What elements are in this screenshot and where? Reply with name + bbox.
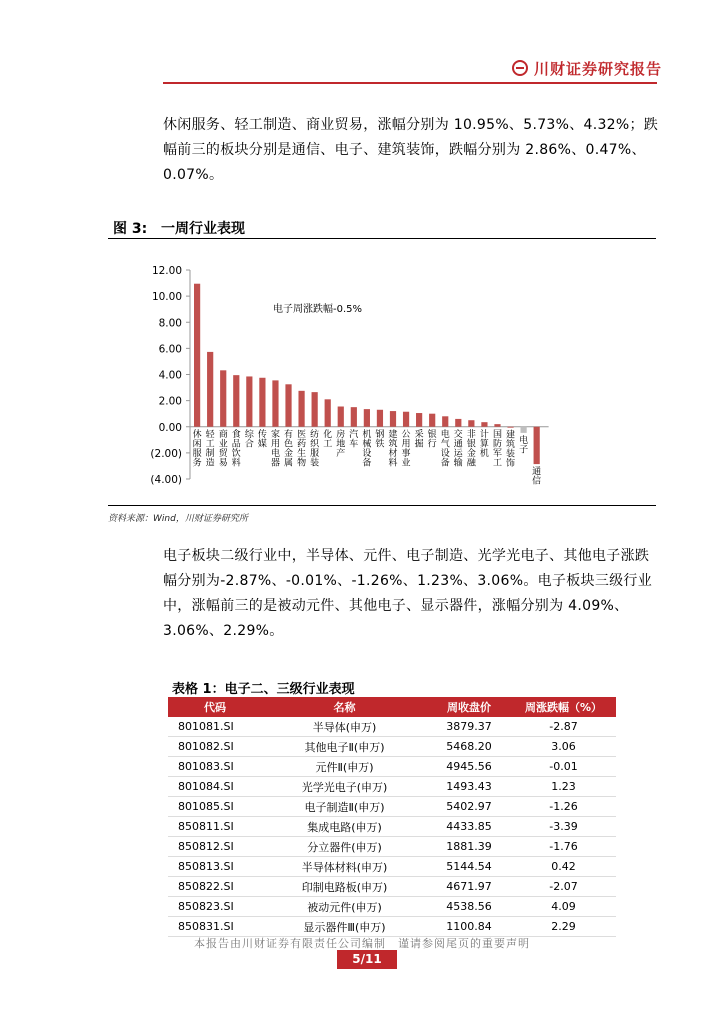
figure-title [113,218,245,238]
table-cell: 1881.39 [427,837,511,857]
table-cell: 801082.SI [168,737,262,757]
bar [246,376,252,426]
table-cell: 半导体(申万) [262,717,427,737]
y-tick-label: 10.00 [151,291,182,304]
x-category-label: 通信 [532,467,542,487]
figure-rule-bottom [108,505,656,506]
x-category-label: 公用事业 [401,429,411,469]
bar [194,284,200,427]
table-cell: 1493.43 [427,777,511,797]
table-cell: 801083.SI [168,757,262,777]
table-cell: -3.39 [511,817,616,837]
electronics-industry-table [168,697,616,937]
table-row [168,777,616,797]
bar [521,427,527,433]
bar [364,409,370,427]
table-cell: 5144.54 [427,857,511,877]
x-category-label: 国防军工 [492,429,502,469]
x-category-label: 食品饮料 [231,429,241,469]
x-category-label: 休闲服务 [192,429,202,469]
table-cell: -1.26 [511,797,616,817]
table-row [168,917,616,937]
table-cell: 电子制造Ⅱ(申万) [262,797,427,817]
table-row [168,857,616,877]
bar [259,378,265,427]
bar [298,391,304,427]
table-row [168,797,616,817]
bar [233,375,239,427]
table-header-row [168,697,616,717]
x-category-label: 商业贸易 [218,429,228,469]
x-category-label: 采掘 [414,429,424,450]
bar [220,370,226,426]
table-row [168,737,616,757]
bar [416,413,422,427]
industry-weekly-chart [108,240,656,502]
table-cell: -2.87 [511,717,616,737]
table-cell: 1100.84 [427,917,511,937]
y-tick-label: 0.00 [158,421,182,434]
bar [390,411,396,427]
bar [429,414,435,427]
table-cell: -0.01 [511,757,616,777]
x-category-label: 医药生物 [297,429,307,469]
table-header-cell: 周收盘价 [427,697,511,717]
table-cell: 801081.SI [168,717,262,737]
paragraph-2: 电子板块二级行业中，半导体、元件、电子制造、光学光电子、其他电子涨跌幅分别为-2.87%、-0.01%、-1.26%、1.23%、3.06%。电子板块三级行业中，涨幅前三的是被动元件、其他电子、显示器件，涨幅分别为 4.09%、3.06%、2.29%。 [163,548,653,639]
table-cell: 4538.56 [427,897,511,917]
company-logo-icon [512,60,528,76]
x-category-label: 建筑材料 [388,429,398,469]
table-cell: 分立器件(申万) [262,837,427,857]
table-cell: -1.76 [511,837,616,857]
intro-paragraph: 休闲服务、轻工制造、商业贸易，涨幅分别为 10.95%、5.73%、4.32%；跌幅前三的板块分别是通信、电子、建筑装饰，跌幅分别为 2.86%、0.47%、0.07%。 [163,117,659,183]
bar [455,419,461,427]
x-category-label: 有色金属 [284,429,294,469]
x-category-label: 电气设备 [440,429,450,469]
table-cell: 4433.85 [427,817,511,837]
x-category-label: 银行 [427,429,437,450]
bar [377,410,383,427]
x-category-label: 计算机 [479,429,489,459]
table-cell: 5402.97 [427,797,511,817]
footer-disclaimer: 本报告由川财证券有限责任公司编制 谨请参阅尾页的重要声明 [194,937,530,950]
x-category-label: 传媒 [257,429,267,450]
table-cell: 801084.SI [168,777,262,797]
table-header-cell: 名称 [262,697,427,717]
table-cell: 1.23 [511,777,616,797]
x-category-label: 机械设备 [362,429,372,469]
table-cell: 4.09 [511,897,616,917]
x-category-label: 综合 [244,429,254,450]
table-cell: 半导体材料(申万) [262,857,427,877]
table-cell: 850812.SI [168,837,262,857]
table-cell: 2.29 [511,917,616,937]
table-cell: 0.42 [511,857,616,877]
x-category-label: 家用电器 [270,429,280,469]
header-rule [163,82,657,84]
x-category-label: 交通运输 [453,429,463,469]
table-row [168,757,616,777]
table-cell: -2.07 [511,877,616,897]
table-header-cell: 代码 [168,697,262,717]
bar [468,420,474,427]
table-cell: 3.06 [511,737,616,757]
y-tick-label: 6.00 [158,343,182,356]
table-cell: 850823.SI [168,897,262,917]
bar [285,384,291,426]
figure-rule-top [108,238,656,239]
table-cell: 850831.SI [168,917,262,937]
table-cell: 印制电路板(申万) [262,877,427,897]
x-category-label: 建筑装饰 [506,430,516,470]
table-row [168,897,616,917]
figure-caption: 一周行业表现 [161,221,245,237]
bar [403,412,409,427]
x-category-label: 轻工制造 [205,429,215,469]
page-number: 5/11 [337,950,397,969]
table-cell: 801085.SI [168,797,262,817]
bar [351,407,357,427]
x-category-label: 钢铁 [375,429,385,450]
table-header-cell: 周涨跌幅（%） [511,697,616,717]
y-tick-label: 8.00 [158,317,182,330]
table-row [168,817,616,837]
table-cell: 850822.SI [168,877,262,897]
table-cell: 元件Ⅱ(申万) [262,757,427,777]
table-body [168,717,616,937]
table-cell: 4945.56 [427,757,511,777]
table-row [168,717,616,737]
chart-annotation: 电子周涨跌幅-0.5% [273,304,363,315]
x-category-label: 非银金融 [466,429,476,469]
bar [534,427,540,464]
bar [312,392,318,427]
bar [494,424,500,427]
table-cell: 集成电路(申万) [262,817,427,837]
x-category-label: 房地产 [336,429,346,459]
y-tick-label: (4.00) [150,474,182,486]
bar [338,407,344,427]
figure-number: 图 3: [113,221,148,237]
table-row [168,877,616,897]
bar [442,416,448,426]
y-tick-label: (2.00) [150,447,182,460]
y-tick-label: 12.00 [151,265,182,277]
table-row [168,837,616,857]
table-cell: 显示器件Ⅲ(申万) [262,917,427,937]
table-cell: 光学光电子(申万) [262,777,427,797]
bar [207,352,213,427]
y-tick-label: 4.00 [158,369,182,382]
table-cell: 850813.SI [168,857,262,877]
bar [507,427,513,428]
bar [272,380,278,426]
table-cell: 4671.97 [427,877,511,897]
bar [481,422,487,427]
table-cell: 5468.20 [427,737,511,757]
table-cell: 被动元件(申万) [262,897,427,917]
y-tick-label: 2.00 [158,395,182,408]
table-cell: 其他电子Ⅱ(申万) [262,737,427,757]
x-category-label: 化工 [323,429,333,450]
x-category-label: 汽车 [349,429,359,450]
table-cell: 3879.37 [427,717,511,737]
x-category-label: 电子 [519,435,529,456]
table-caption: 表格 1：电子二、三级行业表现 [172,682,355,697]
table-cell: 850811.SI [168,817,262,837]
brand-title: 川财证券研究报告 [534,60,663,78]
figure-source: 资料来源：Wind，川财证券研究所 [108,514,248,524]
bar [325,399,331,426]
x-category-label: 纺织服装 [310,429,320,469]
